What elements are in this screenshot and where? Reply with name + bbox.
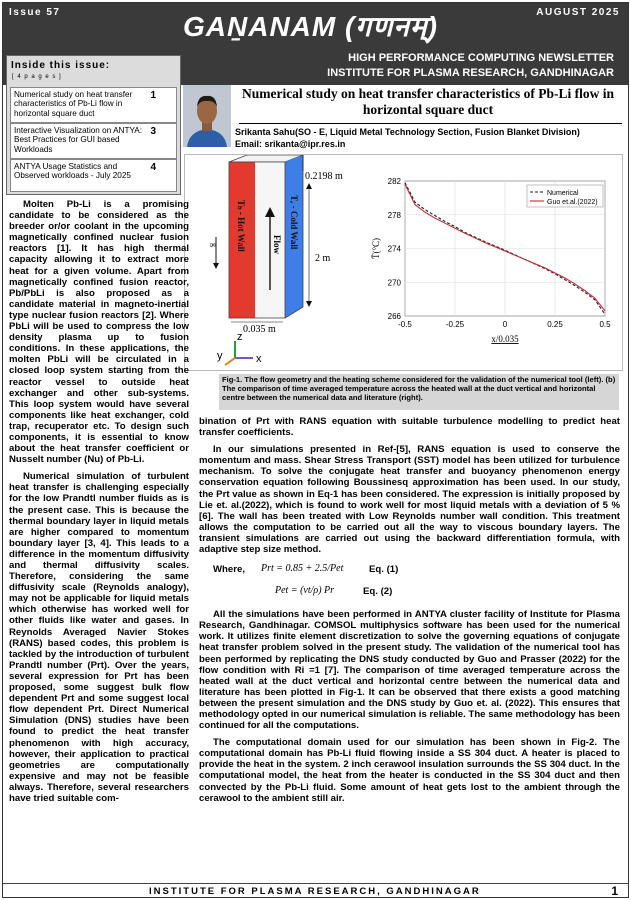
x-tick-label: 0.25 (547, 320, 563, 329)
flow-label: Flow (272, 235, 282, 254)
y-tick-label: 274 (387, 244, 401, 254)
inside-this-issue-box (6, 55, 181, 195)
equation-2 (199, 583, 620, 601)
toc-item-page: 4 (150, 162, 156, 173)
equation-2-label: Eq. (2) (363, 586, 393, 598)
institute-line: INSTITUTE FOR PLASMA RESEARCH, GANDHINAGAR (327, 67, 614, 79)
title-divider (239, 123, 622, 124)
y-tick-label: 270 (387, 278, 401, 288)
newsletter-line: HIGH PERFORMANCE COMPUTING NEWSLETTER (348, 52, 614, 64)
toc-item-text: Interactive Visualization on ANTYA: Best Practices for GUI based Workloads (14, 126, 143, 154)
x-tick-label: 0 (502, 320, 508, 329)
y-tick-label: 266 (387, 312, 401, 321)
paragraph: In our simulations presented in Ref-[5], RANS equation is used to conserve the momentum and mass. Shear Stress Transport (SST) model has been utilized for turbulence mechanism. To solve the conjugate heat transfer and buoyancy phenomenon energy conservation equation following Boussinesq approximation has been used. In our study, the Prt value as shown in Eq-1 has been considered. The expression is initially proposed by Lie et. al.(2022), which is found to work well for most liquid metals with a deviation of 5 % [6]. The wall has been treated with Low Reynolds number wall condition. This treatment allows the computation to be carried out all the way to viscous boundary layers. The transient simulations are carried out using the backward differentiation formula, with adaptive step size method. (199, 444, 620, 556)
author-photo (183, 85, 231, 147)
toc-item-text: Numerical study on heat transfer characteristics of Pb-Li flow in horizontal square duct (14, 90, 133, 118)
article-author: Srikanta Sahu(SO - E, Liquid Metal Technology Section, Fusion Blanket Division) (235, 127, 580, 137)
x-tick-label: 0.5 (599, 320, 611, 329)
toc-item-page: 3 (150, 126, 156, 137)
y-axis-label: T̄(°C) (371, 237, 381, 260)
article-title: Numerical study on heat transfer characteristics of Pb-Li flow in horizontal square duct (241, 86, 615, 117)
height-dimension: 2 m (315, 253, 331, 264)
newsletter-title: GAṈANAM (गणनम्) (183, 11, 438, 42)
issue-date: AUGUST 2025 (536, 7, 620, 18)
paragraph: All the simulations have been performed in ANTYA cluster facility of Institute for Plasma Research, Gandhinagar. COMSOL multiphysics software has been used for the numerical work. It utilizes finite element discretization to solve the governing equations of conjugate heat transfer problem solved in the present study. The validation of the numerical tool has been performed by replicating the DNS study conducted by Guo and Prasser (2022) for the flow condition with Ri =1 [7]. The comparison of time averaged temperature across the heated wall at the duct vertical and horizontal centre between the numerical data and literature has been plotted in Fig-1. It can be observed that there exists a good matching between the present simulation and the DNS study by Guo et. al. (2022). This ensures that methodology opted in our numerical simulation is reliable. The same methodology has been continued for all the computations. (199, 609, 620, 732)
depth-dimension: 0.035 m (243, 324, 276, 335)
axis-z-label: z (237, 331, 243, 343)
left-column (9, 199, 189, 810)
toc-item[interactable] (10, 159, 177, 192)
x-tick-label: -0.5 (398, 320, 412, 329)
footer-institute: INSTITUTE FOR PLASMA RESEARCH, GANDHINAGAR (149, 886, 481, 897)
legend-entry: Numerical (547, 190, 579, 197)
x-axis-label: x/0.035 (491, 334, 519, 344)
author-email: Email: srikanta@ipr.res.in (235, 139, 346, 149)
paragraph: bination of Prt with RANS equation with suitable turbulence modelling to predict heat transfer coefficients. (199, 416, 620, 439)
equation-1 (199, 561, 620, 579)
newsletter-page (2, 2, 629, 898)
x-tick-label: -0.25 (445, 320, 465, 329)
equation-1-formula: Prt = 0.85 + 2.5/Pet (261, 563, 344, 575)
pages-note: [ 4 p a g e s ] (12, 74, 62, 80)
cold-wall-label: Tₑ - Cold Wall (289, 195, 299, 250)
gravity-label: g (210, 243, 219, 247)
y-tick-label: 278 (387, 210, 401, 220)
hot-wall-label: Tₕ - Hot Wall (236, 200, 246, 252)
equation-where: Where, (213, 564, 245, 576)
figure-caption: Fig-1. The flow geometry and the heating scheme considered for the validation of the numerical tool (left). (b) The comparison of time averaged temperature across the heated wall at the duct vertical and horizontal centre between the numerical data and literature (right). (219, 374, 619, 410)
axis-y-label: y (217, 350, 223, 362)
equation-2-formula: Pet = (νt/ρ) Pr (275, 585, 335, 597)
axis-x-label: x (256, 353, 262, 365)
footer-divider (3, 883, 628, 884)
paragraph: The computational domain used for our simulation has been shown in Fig-2. The computational domain has Pb-Li fluid flowing inside a SS 304 duct. A heater is placed to provide the heat in the system. 2 inch cerawool insulation surrounds the SS 304 duct. In the computational model, the heat from the heater is conducted in the SS 304 duct and then convected by the Pb-Li fluid. Some amount of heat gets lost to the ambient through the cerawool to the ambient still air. (199, 737, 620, 804)
width-dimension: 0.2198 m (305, 171, 343, 182)
page-footer (3, 883, 628, 899)
paragraph: Molten Pb-Li is a promising candidate to be considered as the breeder or/or coolant in the upcoming magnetically confined nuclear fusion reactors [1]. It has high thermal capacity allowing it to extract more heat for a given volume. Apart from magnetically confined fusion reactor, Pb/PbLi is also proposed as a candidate material in magneto-inertial type nuclear fusion reactors [2]. Where PbLi will be used to compress the low density plasma up to fusion conditions. In these applications, the molten PbLi will be circulated in a closed loop system starting from the reactor vessel to outside heat exchanger and other sub-systems. This loop system would have several components like heat exchanger, cold trap, recuperator etc. To design such components, it is essential to know about the heat transfer coefficient or Nusselt number (Nu) of Pb-Li. (9, 199, 189, 466)
inside-title: Inside this issue: (11, 60, 111, 71)
page-number: 1 (611, 884, 618, 898)
equation-1-label: Eq. (1) (369, 564, 399, 576)
right-column (199, 416, 620, 810)
issue-number: Issue 57 (9, 7, 61, 18)
temperature-chart (369, 175, 619, 365)
toc-item-page: 1 (150, 90, 156, 101)
toc-item[interactable] (10, 123, 177, 159)
toc-item-text: ANTYA Usage Statistics and Observed workloads - July 2025 (14, 162, 131, 181)
figure-1 (184, 154, 623, 371)
paragraph: Numerical simulation of turbulent heat transfer is challenging especially for the low Prandtl number fluids as is the present case. This is because the thermal boundary layer in liquid metals are higher compared to momentum boundary layer [3, 4]. This leads to a difference in the momentum diffusivity and thermal diffusivity scales. Therefore, considering the same diffusivity scale (Reynolds analogy), may not be applicable for liquid metals which otherwise has worked well for other fluids like water and gases. In Reynolds Averaged Navier Stokes (RANS) based codes, this problem is tackled by the introduction of turbulent Prandtl number (Prt). Over the years, several expression for Prt has been proposed, some suggest bulk flow dependent Prt and some suggest local flow dependent Prt. Direct Numerical Simulation (DNS) studies have been found to predict the heat transfer phenomenon with high accuracy, however, their application to practical geometries are computationally expensive and may not be feasible always. Therefore, several researchers have tried suitable com- (9, 471, 189, 804)
y-tick-label: 282 (387, 177, 401, 186)
toc-item[interactable] (10, 87, 177, 123)
legend-entry: Guo et.al.(2022) (547, 199, 598, 206)
